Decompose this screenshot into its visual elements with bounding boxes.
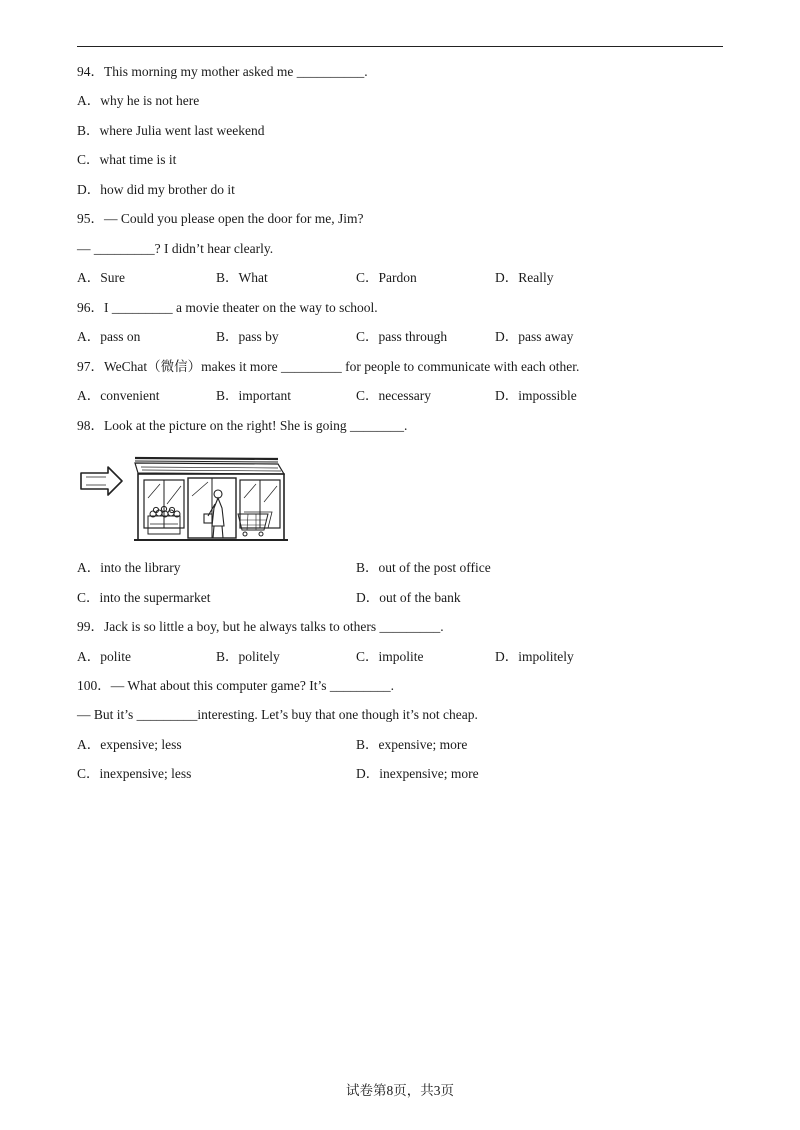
question-97-option-b[interactable]: B．important [216,388,291,403]
question-95-option-a[interactable]: A．Sure [77,270,125,285]
question-95-option-d[interactable]: D．Really [495,270,554,285]
question-96-option-c[interactable]: C．pass through [356,329,448,344]
question-98-stem: 98．Look at the picture on the right! She is going ________. [77,418,408,433]
question-97-option-c[interactable]: C．necessary [356,388,431,403]
question-97-option-d[interactable]: D．impossible [495,388,577,403]
question-94-option-d[interactable]: D．how did my brother do it [77,182,235,197]
question-99-stem: 99．Jack is so little a boy, but he always talks to others _________. [77,619,444,634]
question-100-option-c[interactable]: C．inexpensive; less [77,766,192,781]
question-96-option-a[interactable]: A．pass on [77,329,141,344]
question-99-option-b[interactable]: B．politely [216,649,280,664]
question-97-stem: 97．WeChat（微信）makes it more _________ for people to communicate with each other. [77,359,580,374]
page-footer: 试卷第8页，共3页 [346,1083,454,1098]
question-95-option-b[interactable]: B．What [216,270,268,285]
question-100-option-b[interactable]: B．expensive; more [356,737,468,752]
question-100-option-d[interactable]: D．inexpensive; more [356,766,479,781]
question-94-option-b[interactable]: B．where Julia went last weekend [77,123,265,138]
question-100-stem: 100．— What about this computer game? It’s _________. [77,678,394,693]
shopping-cart-icon [238,512,272,536]
question-94-option-c[interactable]: C．what time is it [77,152,177,167]
question-96-option-d[interactable]: D．pass away [495,329,574,344]
question-100-option-a[interactable]: A．expensive; less [77,737,182,752]
question-94-stem: 94．This morning my mother asked me __________. [77,64,368,79]
question-95-stem: 95．— Could you please open the door for me, Jim? [77,211,364,226]
question-95-option-c[interactable]: C．Pardon [356,270,417,285]
storefront-picture [78,454,293,546]
question-97-option-a[interactable]: A．convenient [77,388,160,403]
question-99-option-c[interactable]: C．impolite [356,649,424,664]
header-rule [77,46,723,47]
question-100-stem-reply: — But it’s _________interesting. Let’s buy that one though it’s not cheap. [77,707,478,722]
arrow-icon [81,467,122,495]
question-99-option-a[interactable]: A．polite [77,649,131,664]
question-96-stem: 96．I _________ a movie theater on the way to school. [77,300,378,315]
question-99-option-d[interactable]: D．impolitely [495,649,574,664]
question-98-option-d[interactable]: D．out of the bank [356,590,461,605]
woman-figure-icon [204,490,224,538]
question-98-option-c[interactable]: C．into the supermarket [77,590,211,605]
question-98-option-b[interactable]: B．out of the post office [356,560,491,575]
question-98-option-a[interactable]: A．into the library [77,560,181,575]
question-96-option-b[interactable]: B．pass by [216,329,279,344]
question-95-stem-reply: — _________? I didn’t hear clearly. [77,241,274,256]
question-94-option-a[interactable]: A．why he is not here [77,93,200,108]
